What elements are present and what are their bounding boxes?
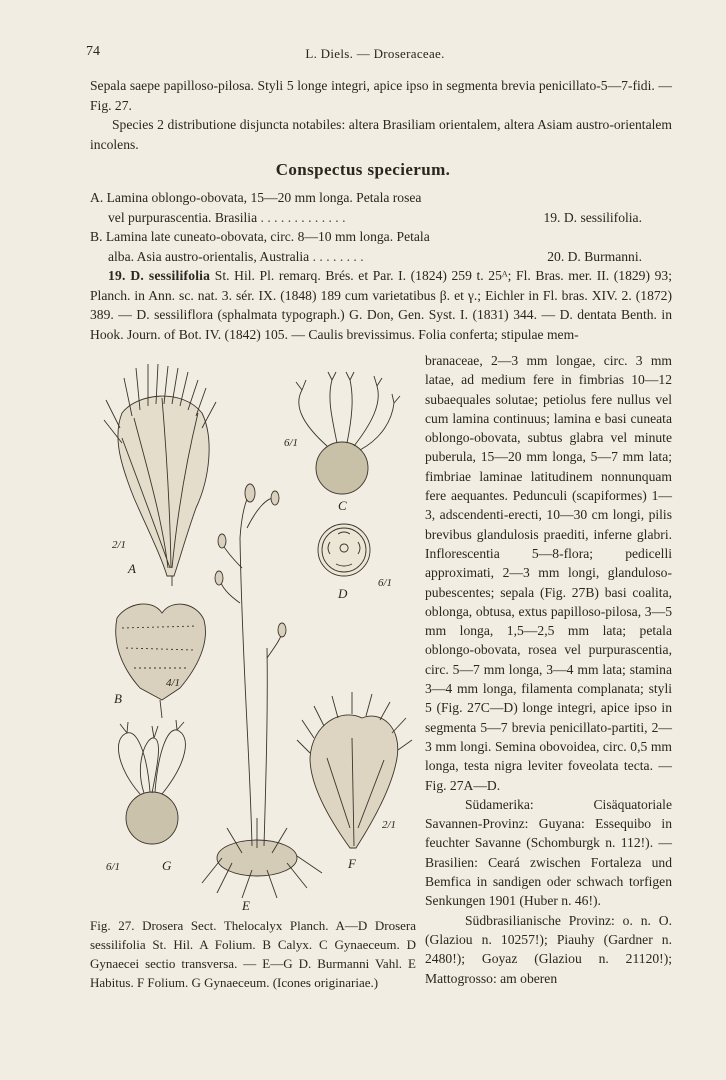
species-key [90, 188, 642, 266]
key-b-text: alba. Asia austro-orientalis, Australia [108, 248, 310, 264]
drosera-illustration [92, 358, 422, 913]
entry-synonymy: St. Hil. Pl. remarq. Brés. et Par. I. (1824) 259 t. 25ᴬ; Fl. Bras. mer. II. (1829) 93; Planch. in Ann. sc. nat. 3. sér. IX. (1848) 189 cum varietatibus β. et γ.; Eichler in Fl. bras. XIV. 2. (1872) 389. — D. sessiliflora (sphalmata typograph.) G. Don, Gen. Syst. I. (1831) 344. — D. dentata Benth. in Hook. Journ. of Bot. IV. (1842) 105. — Caulis brevissimus. Folia conferta; stipulae mem- [90, 268, 672, 342]
species-entry [90, 266, 672, 344]
intro-paragraph-1: Sepala saepe papilloso-pilosa. Styli 5 longe integri, apice ipso in segmenta brevia penicillato-5—7-fidi. — Fig. 27. [90, 78, 672, 113]
figure-scale-a: 2/1 [112, 539, 127, 551]
description-continued: branaceae, 2—3 mm longae, circ. 3 mm latae, ad medium fere in fimbrias 10—12 subaequales solutae; petiolus fere nullus vel cum lamina continuus; lamina e basi cuneata oblongo-obovata, subtus glabra vel minute puberula, 15—20 mm longa, 5—7 mm lata; fimbriae laminae latitudinem nonnunquam fere aequantes. Pedunculi (scapiformes) 1—3, adscendenti-erecti, 10—30 cm longi, pilis brevibus glandulosis praediti, inferne glabri. Inflorescentia 5—8-flora; pedicelli approximati, 2—3 mm longi, glanduloso-pubescentes; sepala (Fig. 27B) basi coalita, oblonga, obtusa, extus papilloso-pilosa, 3—5 mm longa, 1,5—2,5 mm lata; petala oblongo-obovata, rosea vel purpurascentia, circ. 5—7 mm longa, 3—4 mm lata; stamina 3—4 mm longa, filamenta complanata; styli 5 (Fig. 27C—D) longe integri, apice ipso in segmenta 5—7 brevia penicillato-partiti, 2—3 mm longi. Semina obovoidea, circ. 0,5 mm longa, testa nigra leviter foveolata tecta. — Fig. 27A—D. [425, 353, 672, 793]
entry-header [90, 266, 672, 344]
key-b-leader: . . . . . . . . [312, 248, 364, 264]
gynaeceum-section-d-drawing [318, 524, 370, 576]
gynaeceum-c-drawing [296, 372, 400, 494]
intro-paragraph-2: Species 2 distributione disjuncta notabiles: altera Brasiliam orientalem, altera Asiam austro-orientalem incolens. [90, 117, 672, 152]
figure-label-b: B [114, 691, 122, 706]
right-column-text [425, 351, 672, 988]
figure-27 [92, 358, 422, 913]
section-title: Conspectus specierum. [275, 160, 451, 179]
figure-label-f: F [348, 856, 356, 871]
figure-label-d: D [338, 586, 348, 601]
running-title: L. Diels. — Droseraceae. [305, 46, 445, 61]
key-a-leader: . . . . . . . . . . . . . [260, 209, 346, 225]
key-a-reference: 19. D. sessilifolia. [539, 208, 642, 228]
figure-label-c: C [338, 498, 347, 513]
distribution-1: Südamerika: Cisäquatoriale Savannen-Provinz: Guyana: Essequibo in feuchter Savanne (Schomburgk n. 112!). — Brasilien: Ceará zwischen Fortaleza und Bemfica in sandigen oder schwach torfigen Senkungen 1901 (Huber n. 46!). [425, 796, 672, 909]
page-number: 74 [86, 44, 100, 59]
caption-text: Fig. 27. Drosera Sect. Thelocalyx Planch. A—D Drosera sessilifolia St. Hil. A Folium. B Calyx. C Gynaeceum. D Gynaecei sectio transversa. — E—G D. Burmanni Vahl. E Habitus. F Folium. G Gynaeceum. (Icones originariae.) [90, 918, 416, 990]
key-a-line-1: A. Lamina oblongo-obovata, 15—20 mm longa. Petala rosea [90, 190, 422, 205]
figure-caption [90, 916, 416, 992]
intro-text [90, 76, 672, 154]
key-b-reference: 20. D. Burmanni. [543, 247, 642, 267]
habit-e-drawing [202, 484, 322, 898]
key-b-line-1: B. Lamina late cuneato-obovata, circ. 8—10 mm longa. Petala [90, 229, 430, 244]
figure-scale-g: 6/1 [106, 861, 121, 873]
calyx-b-drawing [116, 604, 206, 718]
figure-scale-c: 6/1 [284, 437, 299, 449]
figure-label-e: E [242, 898, 250, 913]
key-a-text: vel purpurascentia. Brasilia [108, 209, 258, 225]
leaf-a-drawing [104, 364, 216, 586]
species-number: 19. D. sessilifolia [108, 268, 211, 283]
figure-scale-f: 2/1 [382, 819, 397, 831]
running-header [86, 44, 664, 64]
figure-label-a: A [128, 561, 136, 576]
distribution-2: Südbrasilianische Provinz: o. n. O. (Glaziou n. 10257!); Piauhy (Gardner n. 2480!); Goyaz (Glaziou n. 21120!); Mattogrosso: am oberen [425, 912, 672, 986]
gynaeceum-g-drawing [118, 720, 185, 844]
key-a-line-2 [90, 208, 642, 228]
figure-scale-b: 4/1 [166, 677, 181, 689]
figure-label-g: G [162, 858, 172, 873]
figure-scale-d: 6/1 [378, 577, 393, 589]
key-b-line-2 [90, 247, 642, 267]
